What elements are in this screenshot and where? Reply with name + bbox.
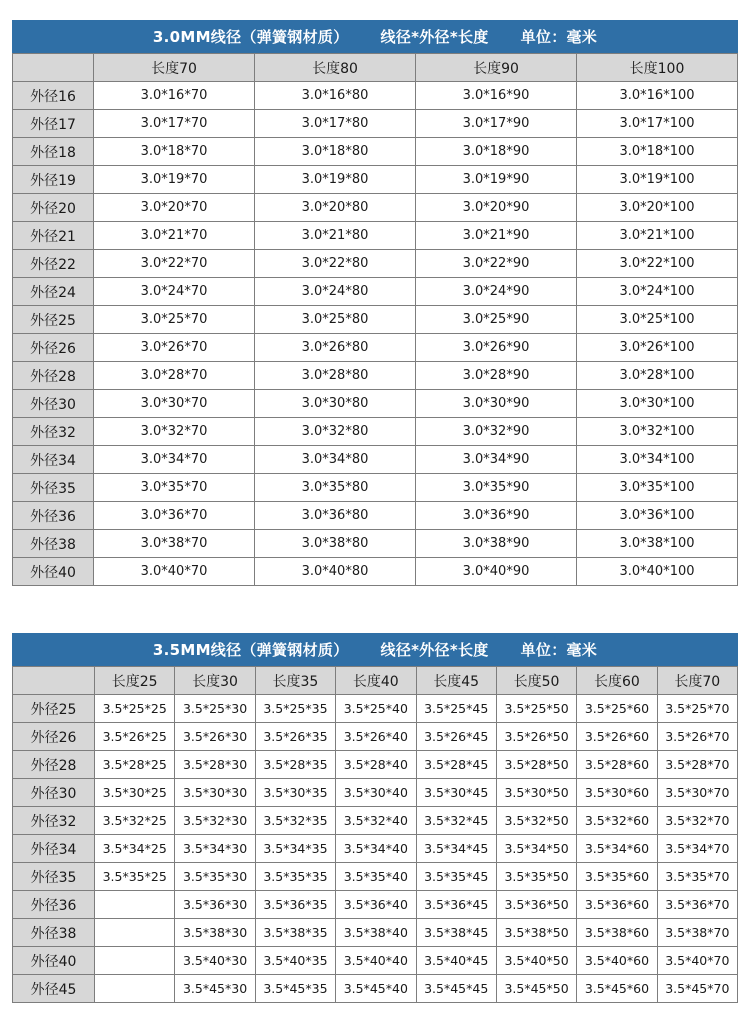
spec-cell: 3.5*38*35 (255, 919, 335, 947)
corner-cell (13, 54, 94, 82)
spec-cell: 3.5*28*70 (657, 751, 737, 779)
spec-cell: 3.0*16*70 (94, 82, 255, 110)
spec-cell (95, 947, 175, 975)
table-row (13, 474, 738, 502)
spec-cell: 3.0*32*70 (94, 418, 255, 446)
table-row (13, 695, 738, 723)
spec-cell: 3.5*26*50 (496, 723, 576, 751)
spec-cell: 3.0*26*70 (94, 334, 255, 362)
spec-cell: 3.0*24*100 (577, 278, 738, 306)
row-header: 外径35 (13, 863, 95, 891)
spec-cell: 3.5*32*45 (416, 807, 496, 835)
spec-cell: 3.0*25*80 (255, 306, 416, 334)
row-header: 外径28 (13, 751, 95, 779)
spec-cell: 3.0*32*90 (416, 418, 577, 446)
row-header: 外径36 (13, 502, 94, 530)
corner-cell (13, 667, 95, 695)
spec-cell: 3.0*20*70 (94, 194, 255, 222)
spec-cell: 3.5*30*60 (577, 779, 657, 807)
row-header: 外径22 (13, 250, 94, 278)
spec-cell: 3.5*30*70 (657, 779, 737, 807)
row-header: 外径32 (13, 807, 95, 835)
spec-cell: 3.5*26*30 (175, 723, 255, 751)
spec-cell: 3.5*25*40 (336, 695, 416, 723)
spec-cell: 3.0*38*90 (416, 530, 577, 558)
spec-cell: 3.0*19*80 (255, 166, 416, 194)
spec-cell: 3.0*16*80 (255, 82, 416, 110)
spec-cell: 3.5*35*40 (336, 863, 416, 891)
spec-cell: 3.5*28*25 (95, 751, 175, 779)
table-row (13, 334, 738, 362)
table-row (13, 194, 738, 222)
spec-cell: 3.5*28*45 (416, 751, 496, 779)
table-row (13, 723, 738, 751)
row-header: 外径32 (13, 418, 94, 446)
table-row (13, 975, 738, 1003)
spec-cell: 3.5*25*30 (175, 695, 255, 723)
column-header: 长度35 (255, 667, 335, 695)
table-row (13, 306, 738, 334)
spec-cell: 3.5*28*50 (496, 751, 576, 779)
spec-cell: 3.0*16*90 (416, 82, 577, 110)
spec-cell: 3.5*26*45 (416, 723, 496, 751)
spec-cell: 3.5*45*70 (657, 975, 737, 1003)
spec-cell: 3.5*34*60 (577, 835, 657, 863)
spec-cell: 3.5*45*30 (175, 975, 255, 1003)
spec-cell: 3.5*36*50 (496, 891, 576, 919)
row-header: 外径45 (13, 975, 95, 1003)
table-row (13, 362, 738, 390)
spec-cell: 3.5*30*30 (175, 779, 255, 807)
column-header: 长度45 (416, 667, 496, 695)
spec-cell: 3.0*38*100 (577, 530, 738, 558)
spec-cell (95, 919, 175, 947)
spec-cell: 3.5*26*35 (255, 723, 335, 751)
row-header: 外径40 (13, 558, 94, 586)
column-header: 长度70 (657, 667, 737, 695)
table-row (13, 502, 738, 530)
spec-cell: 3.0*24*90 (416, 278, 577, 306)
spec-cell: 3.0*36*70 (94, 502, 255, 530)
spec-cell: 3.5*26*60 (577, 723, 657, 751)
row-header: 外径19 (13, 166, 94, 194)
header-row (13, 667, 738, 695)
spec-cell: 3.0*40*80 (255, 558, 416, 586)
spec-cell: 3.0*28*90 (416, 362, 577, 390)
table-row (13, 530, 738, 558)
spec-cell: 3.5*26*40 (336, 723, 416, 751)
spec-cell: 3.0*20*80 (255, 194, 416, 222)
spec-cell: 3.5*35*50 (496, 863, 576, 891)
spec-cell: 3.0*20*100 (577, 194, 738, 222)
row-header: 外径18 (13, 138, 94, 166)
spec-cell: 3.0*17*90 (416, 110, 577, 138)
row-header: 外径38 (13, 530, 94, 558)
spec-cell: 3.5*34*35 (255, 835, 335, 863)
spec-cell: 3.0*25*100 (577, 306, 738, 334)
spec-cell: 3.5*45*50 (496, 975, 576, 1003)
spec-table-3-0mm (12, 20, 738, 586)
spec-cell: 3.0*18*100 (577, 138, 738, 166)
table-row (13, 166, 738, 194)
table-row (13, 222, 738, 250)
spec-cell: 3.0*19*90 (416, 166, 577, 194)
spec-cell: 3.0*19*100 (577, 166, 738, 194)
spec-cell: 3.5*35*25 (95, 863, 175, 891)
spec-cell: 3.5*38*70 (657, 919, 737, 947)
row-header: 外径17 (13, 110, 94, 138)
spec-cell: 3.5*28*40 (336, 751, 416, 779)
title-unit: 单位：毫米 (520, 28, 598, 46)
row-header: 外径30 (13, 390, 94, 418)
spec-cell: 3.0*26*90 (416, 334, 577, 362)
spec-cell: 3.5*30*35 (255, 779, 335, 807)
spec-cell: 3.0*32*80 (255, 418, 416, 446)
spec-cell: 3.0*28*100 (577, 362, 738, 390)
spec-cell: 3.5*25*50 (496, 695, 576, 723)
spec-cell: 3.5*30*25 (95, 779, 175, 807)
row-header: 外径30 (13, 779, 95, 807)
spec-cell: 3.5*32*60 (577, 807, 657, 835)
table-row (13, 558, 738, 586)
table-row (13, 250, 738, 278)
spec-cell: 3.5*36*35 (255, 891, 335, 919)
table-title-bar (12, 633, 738, 666)
table-row (13, 919, 738, 947)
spec-cell: 3.0*25*90 (416, 306, 577, 334)
spec-cell: 3.5*25*45 (416, 695, 496, 723)
spec-cell: 3.0*30*90 (416, 390, 577, 418)
spec-cell: 3.5*30*40 (336, 779, 416, 807)
spec-cell: 3.0*35*80 (255, 474, 416, 502)
spec-cell: 3.5*32*70 (657, 807, 737, 835)
row-header: 外径38 (13, 919, 95, 947)
column-header: 长度90 (416, 54, 577, 82)
spec-cell: 3.5*35*35 (255, 863, 335, 891)
spec-cell: 3.5*38*45 (416, 919, 496, 947)
spec-cell: 3.0*36*80 (255, 502, 416, 530)
spec-cell: 3.5*45*35 (255, 975, 335, 1003)
table-row (13, 278, 738, 306)
spec-cell: 3.0*35*70 (94, 474, 255, 502)
spec-cell: 3.0*21*80 (255, 222, 416, 250)
table-row (13, 947, 738, 975)
spec-cell: 3.0*36*100 (577, 502, 738, 530)
spec-cell: 3.0*30*70 (94, 390, 255, 418)
title-material: 3.0MM线径（弹簧钢材质） (152, 28, 349, 46)
row-header: 外径36 (13, 891, 95, 919)
title-material: 3.5MM线径（弹簧钢材质） (152, 641, 349, 659)
table-row (13, 138, 738, 166)
spec-cell: 3.0*17*70 (94, 110, 255, 138)
spec-cell: 3.5*40*30 (175, 947, 255, 975)
spec-cell: 3.5*36*40 (336, 891, 416, 919)
spec-cell: 3.5*28*30 (175, 751, 255, 779)
row-header: 外径24 (13, 278, 94, 306)
spec-cell: 3.0*36*90 (416, 502, 577, 530)
table-title-bar (12, 20, 738, 53)
spec-cell: 3.5*28*35 (255, 751, 335, 779)
spec-cell: 3.5*34*50 (496, 835, 576, 863)
spec-cell: 3.0*34*100 (577, 446, 738, 474)
spec-cell: 3.0*40*100 (577, 558, 738, 586)
row-header: 外径25 (13, 306, 94, 334)
table-row (13, 110, 738, 138)
spec-cell: 3.5*34*25 (95, 835, 175, 863)
spec-cell: 3.0*22*90 (416, 250, 577, 278)
spec-cell: 3.5*26*25 (95, 723, 175, 751)
column-header: 长度60 (577, 667, 657, 695)
spec-cell: 3.0*38*80 (255, 530, 416, 558)
spec-cell: 3.0*28*80 (255, 362, 416, 390)
spec-cell: 3.5*30*45 (416, 779, 496, 807)
column-header: 长度70 (94, 54, 255, 82)
spec-cell: 3.5*45*45 (416, 975, 496, 1003)
spec-cell: 3.5*25*25 (95, 695, 175, 723)
spec-cell: 3.5*34*70 (657, 835, 737, 863)
spec-cell: 3.5*35*45 (416, 863, 496, 891)
table-row (13, 835, 738, 863)
spec-cell: 3.0*16*100 (577, 82, 738, 110)
spec-cell: 3.0*35*90 (416, 474, 577, 502)
spec-cell: 3.0*30*100 (577, 390, 738, 418)
spec-cell: 3.0*24*70 (94, 278, 255, 306)
spec-cell: 3.0*18*90 (416, 138, 577, 166)
title-format: 线径*外径*长度 (380, 28, 489, 46)
spec-cell: 3.5*25*35 (255, 695, 335, 723)
spec-cell: 3.5*32*40 (336, 807, 416, 835)
spec-cell (95, 891, 175, 919)
spec-cell: 3.0*18*70 (94, 138, 255, 166)
spec-cell: 3.5*40*70 (657, 947, 737, 975)
spec-cell: 3.0*38*70 (94, 530, 255, 558)
spec-cell: 3.0*25*70 (94, 306, 255, 334)
spec-cell: 3.5*36*30 (175, 891, 255, 919)
spec-cell: 3.0*26*100 (577, 334, 738, 362)
column-header: 长度80 (255, 54, 416, 82)
spec-cell: 3.0*21*70 (94, 222, 255, 250)
row-header: 外径26 (13, 334, 94, 362)
spec-cell: 3.5*35*70 (657, 863, 737, 891)
spec-cell: 3.0*17*100 (577, 110, 738, 138)
spec-cell: 3.5*32*35 (255, 807, 335, 835)
row-header: 外径40 (13, 947, 95, 975)
spec-cell: 3.5*32*50 (496, 807, 576, 835)
title-format: 线径*外径*长度 (380, 641, 489, 659)
row-header: 外径26 (13, 723, 95, 751)
table-row (13, 418, 738, 446)
spec-cell: 3.0*35*100 (577, 474, 738, 502)
spec-cell: 3.0*22*100 (577, 250, 738, 278)
spec-cell: 3.0*40*70 (94, 558, 255, 586)
spec-cell: 3.5*36*45 (416, 891, 496, 919)
spec-cell: 3.0*21*90 (416, 222, 577, 250)
spec-cell: 3.5*34*40 (336, 835, 416, 863)
spec-cell: 3.5*35*30 (175, 863, 255, 891)
spec-grid (12, 666, 738, 1003)
spec-cell: 3.5*35*60 (577, 863, 657, 891)
spec-cell: 3.0*19*70 (94, 166, 255, 194)
spec-cell: 3.0*32*100 (577, 418, 738, 446)
spec-cell: 3.0*22*80 (255, 250, 416, 278)
spec-cell: 3.0*24*80 (255, 278, 416, 306)
spec-cell: 3.5*38*30 (175, 919, 255, 947)
row-header: 外径21 (13, 222, 94, 250)
spec-cell: 3.0*20*90 (416, 194, 577, 222)
spec-cell: 3.5*30*50 (496, 779, 576, 807)
column-header: 长度40 (336, 667, 416, 695)
column-header: 长度100 (577, 54, 738, 82)
row-header: 外径20 (13, 194, 94, 222)
table-row (13, 779, 738, 807)
spec-cell: 3.5*38*50 (496, 919, 576, 947)
spec-cell: 3.0*21*100 (577, 222, 738, 250)
header-row (13, 54, 738, 82)
spec-cell: 3.0*28*70 (94, 362, 255, 390)
spec-cell: 3.5*32*30 (175, 807, 255, 835)
table-row (13, 446, 738, 474)
spec-cell (95, 975, 175, 1003)
table-row (13, 82, 738, 110)
spec-cell: 3.5*32*25 (95, 807, 175, 835)
table-row (13, 390, 738, 418)
row-header: 外径25 (13, 695, 95, 723)
column-header: 长度50 (496, 667, 576, 695)
row-header: 外径34 (13, 835, 95, 863)
title-unit: 单位：毫米 (520, 641, 598, 659)
spec-cell: 3.0*30*80 (255, 390, 416, 418)
column-header: 长度25 (95, 667, 175, 695)
spec-cell: 3.0*18*80 (255, 138, 416, 166)
table-row (13, 863, 738, 891)
table-row (13, 751, 738, 779)
spec-cell: 3.0*34*80 (255, 446, 416, 474)
spec-cell: 3.5*38*40 (336, 919, 416, 947)
row-header: 外径34 (13, 446, 94, 474)
spec-cell: 3.5*25*60 (577, 695, 657, 723)
spec-cell: 3.5*36*70 (657, 891, 737, 919)
grid-body (13, 82, 738, 586)
spec-cell: 3.5*40*35 (255, 947, 335, 975)
spec-cell: 3.0*26*80 (255, 334, 416, 362)
spec-cell: 3.5*40*45 (416, 947, 496, 975)
grid-body (13, 695, 738, 1003)
table-row (13, 891, 738, 919)
spec-cell: 3.0*22*70 (94, 250, 255, 278)
row-header: 外径16 (13, 82, 94, 110)
spec-cell: 3.5*28*60 (577, 751, 657, 779)
spec-cell: 3.5*26*70 (657, 723, 737, 751)
spec-cell: 3.5*40*40 (336, 947, 416, 975)
row-header: 外径28 (13, 362, 94, 390)
spec-cell: 3.0*17*80 (255, 110, 416, 138)
table-row (13, 807, 738, 835)
spec-cell: 3.5*45*40 (336, 975, 416, 1003)
spec-cell: 3.5*45*60 (577, 975, 657, 1003)
spec-cell: 3.0*34*90 (416, 446, 577, 474)
column-header: 长度30 (175, 667, 255, 695)
spec-cell: 3.5*40*50 (496, 947, 576, 975)
spec-cell: 3.5*25*70 (657, 695, 737, 723)
spec-cell: 3.5*40*60 (577, 947, 657, 975)
spec-grid (12, 53, 738, 586)
spec-cell: 3.5*38*60 (577, 919, 657, 947)
spec-cell: 3.5*36*60 (577, 891, 657, 919)
row-header: 外径35 (13, 474, 94, 502)
spec-cell: 3.0*34*70 (94, 446, 255, 474)
spec-cell: 3.5*34*30 (175, 835, 255, 863)
spec-table-3-5mm (12, 633, 738, 1003)
spec-cell: 3.5*34*45 (416, 835, 496, 863)
spec-cell: 3.0*40*90 (416, 558, 577, 586)
